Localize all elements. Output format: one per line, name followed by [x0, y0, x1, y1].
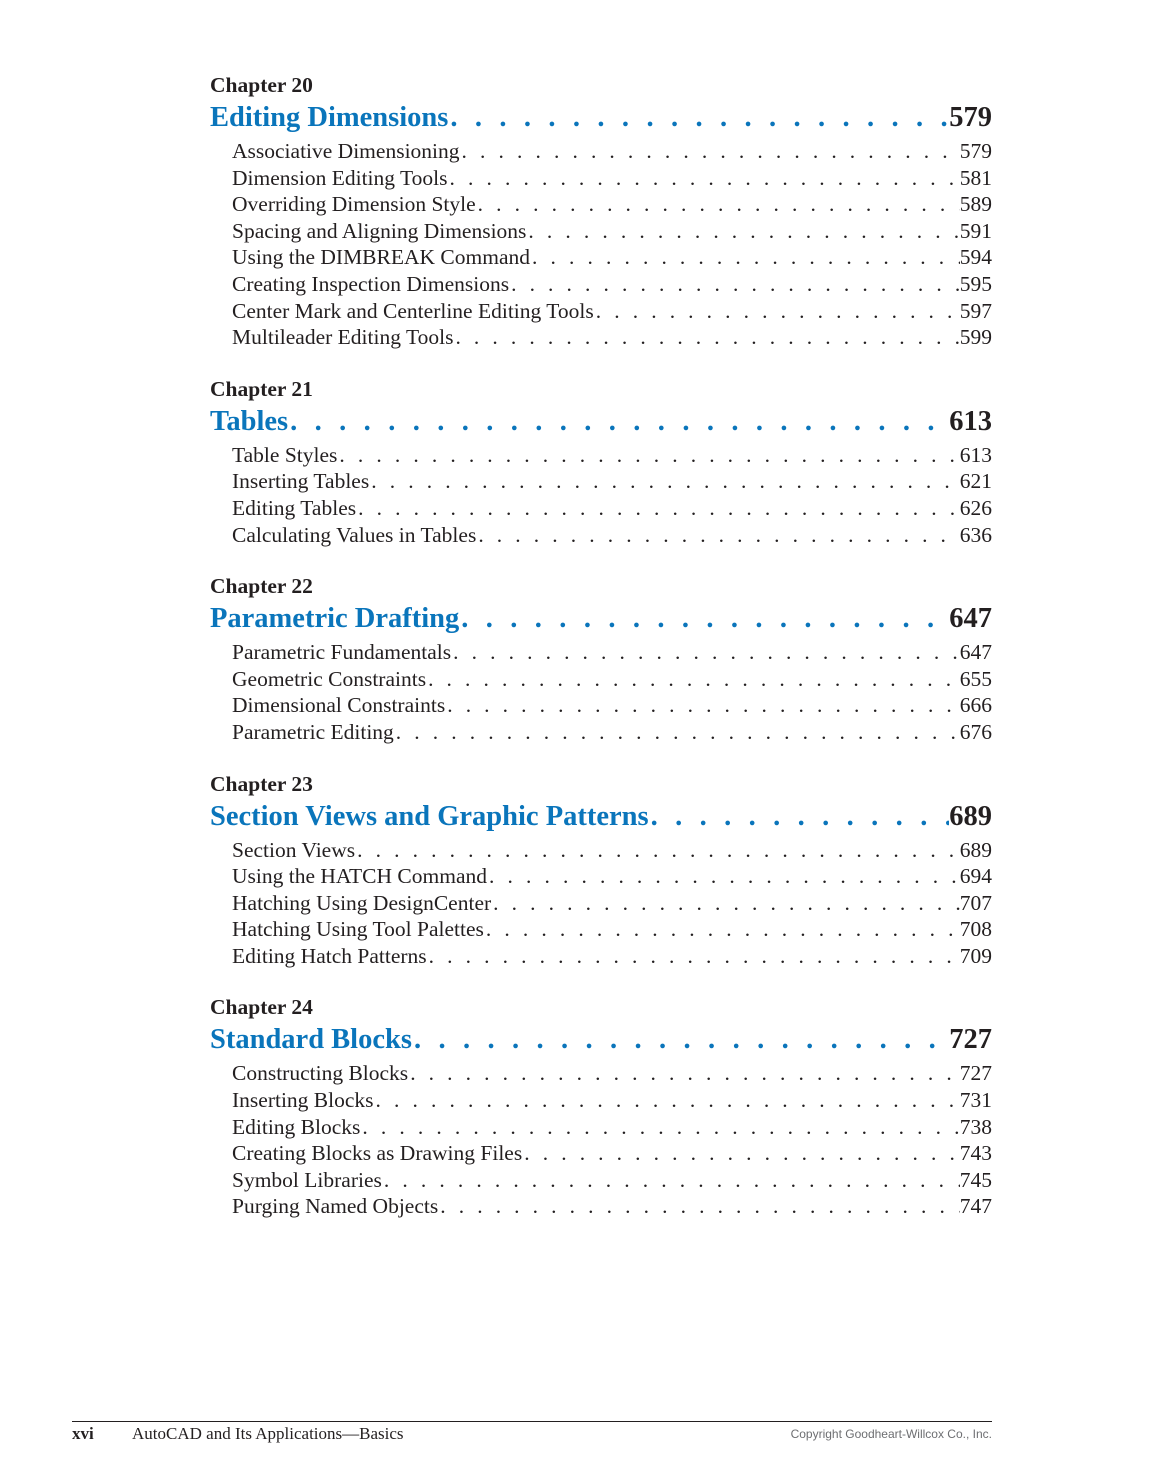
chapter-page-number: 727: [949, 1024, 992, 1056]
section-page-number: 708: [959, 917, 992, 942]
section-entry[interactable]: [232, 1060, 992, 1087]
section-page-number: 745: [959, 1167, 992, 1192]
section-page-number: 738: [959, 1114, 992, 1139]
section-title: Creating Blocks as Drawing Files: [232, 1141, 523, 1166]
dot-leader: [448, 165, 960, 192]
chapter-page-number: 613: [949, 405, 992, 437]
section-title: Dimension Editing Tools: [232, 165, 448, 190]
section-title: Parametric Fundamentals: [232, 640, 452, 665]
section-title: Inserting Tables: [232, 469, 370, 494]
section-page-number: 655: [959, 666, 992, 691]
section-page-number: 581: [959, 165, 992, 190]
section-entry[interactable]: [232, 890, 992, 917]
section-page-number: 731: [959, 1088, 992, 1113]
dot-leader: [337, 442, 959, 469]
section-page-number: 591: [959, 218, 992, 243]
footer-rule: [72, 1421, 992, 1422]
section-title: Overriding Dimension Style: [232, 192, 476, 217]
dot-leader: [484, 916, 960, 943]
chapter-block: [210, 571, 992, 745]
section-entry[interactable]: [232, 837, 992, 864]
dot-leader: [360, 1114, 959, 1141]
section-list: [232, 639, 992, 745]
page-folio: xvi: [72, 1424, 94, 1443]
section-title: Dimensional Constraints: [232, 693, 446, 718]
section-list: [232, 1060, 992, 1220]
dot-leader: [355, 837, 960, 864]
section-page-number: 636: [959, 522, 992, 547]
section-page-number: 579: [959, 139, 992, 163]
dot-leader: [476, 191, 960, 218]
section-page-number: 597: [959, 298, 992, 323]
chapter-page-number: 647: [949, 603, 992, 635]
dot-leader: [369, 468, 960, 495]
section-page-number: 707: [959, 890, 992, 915]
dot-leader: [649, 799, 950, 835]
section-entry[interactable]: [232, 191, 992, 218]
section-title: Multileader Editing Tools: [232, 325, 454, 350]
section-entry[interactable]: [232, 324, 992, 351]
dot-leader: [459, 601, 949, 637]
section-entry[interactable]: [232, 639, 992, 666]
section-page-number: 747: [959, 1194, 992, 1219]
table-of-contents: [210, 70, 992, 1243]
chapter-title-entry[interactable]: [210, 100, 992, 136]
section-page-number: 626: [959, 495, 992, 520]
chapter-label: Chapter 23: [210, 771, 313, 796]
section-title: Parametric Editing: [232, 719, 394, 744]
dot-leader: [427, 943, 960, 970]
section-page-number: 727: [959, 1061, 992, 1086]
dot-leader: [491, 890, 960, 917]
dot-leader: [509, 271, 960, 298]
section-title: Inserting Blocks: [232, 1088, 374, 1113]
section-page-number: 709: [959, 943, 992, 968]
section-page-number: 589: [959, 192, 992, 217]
section-entry[interactable]: [232, 1087, 992, 1114]
dot-leader: [476, 522, 959, 549]
section-title: Hatching Using DesignCenter: [232, 890, 492, 915]
section-title: Table Styles: [232, 442, 338, 467]
dot-leader: [487, 863, 960, 890]
section-entry[interactable]: [232, 719, 992, 746]
dot-leader: [460, 138, 960, 165]
chapter-page-number: 579: [949, 102, 992, 133]
dot-leader: [426, 666, 960, 693]
chapter-block: [210, 70, 992, 351]
dot-leader: [594, 298, 960, 325]
section-page-number: 676: [959, 719, 992, 744]
dot-leader: [453, 324, 959, 351]
section-entry[interactable]: [232, 1193, 992, 1220]
dot-leader: [412, 1022, 949, 1058]
section-title: Creating Inspection Dimensions: [232, 271, 510, 296]
dot-leader: [288, 404, 949, 440]
page-footer: [72, 1424, 992, 1446]
section-title: Section Views: [232, 837, 356, 862]
chapter-block: [210, 374, 992, 548]
chapter-title-entry[interactable]: [210, 1022, 992, 1058]
chapter-title: Section Views and Graphic Patterns: [210, 800, 649, 832]
chapter-title: Editing Dimensions: [210, 102, 449, 133]
dot-leader: [408, 1060, 960, 1087]
section-title: Symbol Libraries: [232, 1167, 382, 1192]
section-entry[interactable]: [232, 863, 992, 890]
section-page-number: 694: [959, 864, 992, 889]
section-entry[interactable]: [232, 1114, 992, 1141]
section-title: Editing Tables: [232, 495, 357, 520]
chapter-label: Chapter 20: [210, 73, 313, 97]
chapter-page-number: 689: [949, 800, 992, 832]
dot-leader: [445, 692, 960, 719]
section-page-number: 743: [959, 1141, 992, 1166]
section-entry[interactable]: [232, 943, 992, 970]
section-title: Constructing Blocks: [232, 1061, 409, 1086]
chapter-title: Tables: [210, 405, 289, 437]
section-entry[interactable]: [232, 298, 992, 325]
section-title: Geometric Constraints: [232, 666, 427, 691]
chapter-title-entry[interactable]: [210, 799, 992, 835]
section-entry[interactable]: [232, 522, 992, 549]
section-entry[interactable]: [232, 218, 992, 245]
dot-leader: [438, 1193, 960, 1220]
section-list: [232, 442, 992, 548]
section-title: Using the HATCH Command: [232, 864, 488, 889]
chapter-label: Chapter 22: [210, 574, 313, 599]
dot-leader: [374, 1087, 960, 1114]
section-page-number: 595: [959, 271, 992, 296]
section-entry[interactable]: [232, 138, 992, 165]
dot-leader: [530, 244, 960, 271]
section-title: Spacing and Aligning Dimensions: [232, 218, 527, 243]
chapter-block: [210, 769, 992, 970]
dot-leader: [451, 639, 960, 666]
section-entry[interactable]: [232, 916, 992, 943]
section-page-number: 689: [959, 837, 992, 862]
section-entry[interactable]: [232, 244, 992, 271]
section-title: Center Mark and Centerline Editing Tools: [232, 298, 594, 323]
section-entry[interactable]: [232, 442, 992, 469]
section-entry[interactable]: [232, 692, 992, 719]
dot-leader: [522, 1140, 960, 1167]
book-title: AutoCAD and Its Applications—Basics: [132, 1424, 404, 1443]
section-entry[interactable]: [232, 1140, 992, 1167]
chapter-title-entry[interactable]: [210, 601, 992, 637]
section-list: [232, 138, 992, 351]
section-title: Editing Hatch Patterns: [232, 943, 427, 968]
chapter-label: Chapter 24: [210, 995, 313, 1020]
chapter-label: Chapter 21: [210, 376, 313, 401]
section-page-number: 594: [959, 245, 992, 270]
section-title: Associative Dimensioning: [232, 139, 460, 163]
section-title: Editing Blocks: [232, 1114, 361, 1139]
section-title: Purging Named Objects: [232, 1194, 439, 1219]
dot-leader: [382, 1167, 960, 1194]
section-page-number: 599: [959, 325, 992, 350]
chapter-title: Parametric Drafting: [210, 603, 460, 635]
chapter-title-entry[interactable]: [210, 404, 992, 440]
section-entry[interactable]: [232, 1167, 992, 1194]
section-page-number: 647: [959, 640, 992, 665]
section-title: Calculating Values in Tables: [232, 522, 477, 547]
dot-leader: [448, 100, 949, 136]
section-list: [232, 837, 992, 970]
section-title: Using the DIMBREAK Command: [232, 245, 531, 270]
chapter-block: [210, 992, 992, 1220]
section-entry[interactable]: [232, 271, 992, 298]
section-entry[interactable]: [232, 165, 992, 192]
dot-leader: [526, 218, 959, 245]
dot-leader: [356, 495, 960, 522]
section-page-number: 666: [959, 693, 992, 718]
section-title: Hatching Using Tool Palettes: [232, 917, 484, 942]
section-page-number: 621: [959, 469, 992, 494]
section-page-number: 613: [959, 442, 992, 467]
copyright-notice: Copyright Goodheart-Willcox Co., Inc.: [790, 1427, 992, 1441]
section-entry[interactable]: [232, 495, 992, 522]
dot-leader: [394, 719, 960, 746]
section-entry[interactable]: [232, 666, 992, 693]
section-entry[interactable]: [232, 468, 992, 495]
chapter-title: Standard Blocks: [210, 1024, 412, 1056]
